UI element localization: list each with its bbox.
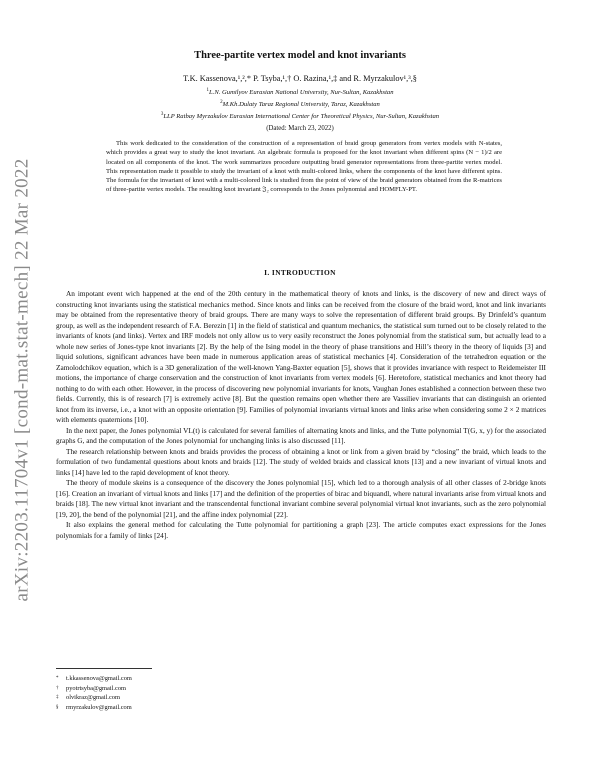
date-line: (Dated: March 23, 2022) — [266, 125, 334, 132]
footnote — [56, 703, 356, 713]
paper-title: Three-partite vertex model and knot invariants — [194, 50, 406, 61]
footnote-divider — [56, 668, 152, 669]
affiliation-mark: 1 — [206, 88, 209, 93]
introduction-body — [56, 289, 546, 541]
footnote-email[interactable]: pyotrtsyba@gmail.com — [66, 684, 127, 692]
footnote — [56, 684, 356, 694]
affiliation-text: LLP Ratbay Myrzakulov Eurasian International Center for Theoretical Physics, Nur-Sultan, Kazakhstan — [163, 113, 440, 121]
arxiv-sidebar-stamp — [8, 30, 38, 730]
arxiv-identifier[interactable]: arXiv:2203.11704v1 [cond-mat.stat-mech] 22 Mar 2022 — [12, 158, 33, 602]
abstract-text: This work dedicated to the consideration of the construction of a representation of braid group generators from vertex models with N-states, which provides a great way to study the knot invariant. An algebraic formula is proposed for the knot invariant when different spins (N − 1)/2 are located on all components of the knot. The work summarizes procedure outputting braid generator representations from three-partite vertex model. This representation made it possible to study the invariant of a knot with multi-colored links, where the components of the knot have different spins. The formula for the invariant of knot with a multi-colored link is studied from the point of view of the braid generators obtained from the R-matrices of three-partite vertex models. The resulting knot invariant 𝔍₂ corresponds to the Jones polynomial and HOMFLY-PT. — [106, 140, 502, 194]
section-heading-introduction: I. INTRODUCTION — [264, 268, 336, 277]
abstract — [106, 139, 502, 195]
paragraph-5: It also explains the general method for calculating the Tutte polynomial for partitioning a graph [23]. The article computes exact expressions for the Jones polynomials for a family of links [24]. — [56, 520, 546, 540]
footnote-mark: † — [56, 685, 59, 691]
affiliation-text: L.N. Gumilyov Eurasian National University, Nur-Sultan, Kazakhstan — [209, 89, 394, 97]
paragraph-3: The research relationship between knots and braids provides the process of obtaining a knot or link from a given braid by “closing” the braid, which leads to the formulation of two fundamental questions about knots and braids [12]. The study of welded braids and classical knots [13] and a new invariant of virtual knots and links [14] have led to the rapid development of knot theory. — [56, 446, 546, 477]
paragraph-1: An impotant event wich happened at the end of the 20th century in the mathematical theory of knots and links, is the discovery of new and direct ways of constructing knot invariants using the statistical mechanics method. Since knots and links can be received from the closure of the braid word, knot and link invariants may be obtained from the representative theory of braid groups. There are many ways to solve the representation of different braid groups. By Drinfeld’s quantum group, as well as the independent research of F.A. Berezin [1] in the field of statistical and quantum mechanics, the statistical sum turned out to be closely related to the invariants of knots (and links). Vertex and IRF models not only allow us to very easily reconstruct the Jones polynomial from the statistical sum, but actually lead to a whole new series of Jones-type knot invariants [2]. By the help of the Ising model in the theory of phase transitions and Hill’s theory in the theory of liquids [3] and liquid solutions, significant advances have been made in numerous application areas of statistical mechanics [4]. Consideration of the tetrahedron equation or the Zamolodchikov equation, which is a 3D generalization of the well-known Yang-Baxter equation [5], shows that it provides invariance with respect to Reidemeister III motions, the importance of charge conservation and the construction of knot invariants from vertex models [6]. Heretofore, statistical mechanics and knot theory had nothing to do with each other. However, in the process of discovering new polynomial invariants for knots, Vaughan Jones established a connection between these two fields. Currently, this is of research [7] is extremely active [8]. But the question remains open whether there are Vassiliev invariants that can distinguish an oriented knot from its inverse, i.e., a knot with an opposite orientation [9]. Families of polynomial invariants virtual knots and links arise when considering some 2 × 2 matrices with elements quaternions [10]. — [56, 289, 546, 424]
paragraph-2: In the next paper, the Jones polynomial VL(t) is calculated for several families of alternating knots and links, and the Tutte polynomial T(G, x, y) for the associated graphs G, and the computation of the Jones polynomial for unchanging links is also discussed [11]. — [56, 425, 546, 445]
author-list: T.K. Kassenova,¹,²,* P. Tsyba,¹,† O. Razina,¹,‡ and R. Myrzakulov¹,³,§ — [183, 74, 417, 83]
footnote-email[interactable]: olvikraz@gmail.com — [66, 694, 120, 702]
footnote-mark: § — [56, 704, 59, 710]
affiliation-3 — [60, 112, 540, 120]
footnote-mark: * — [56, 676, 59, 681]
affiliation-2 — [60, 100, 540, 108]
affiliation-text: M.Kh.Dulaty Taraz Regional University, Taraz, Kazakhstan — [222, 101, 380, 109]
footnote-mark: ‡ — [56, 695, 59, 701]
footnote-email[interactable]: t.kkassenova@gmail.com — [66, 675, 132, 682]
footnote — [56, 674, 356, 684]
footnotes — [56, 674, 356, 712]
footnote — [56, 693, 356, 703]
affiliation-mark: 3 — [160, 112, 164, 117]
footnote-email[interactable]: rmyrzakulov@gmail.com — [66, 703, 132, 711]
affiliation-mark: 2 — [220, 100, 223, 105]
paragraph-4: The theory of module skeins is a consequence of the discovery the Jones polynomial [15], which led to a thorough analysis of all other classes of 2-bridge knots [16]. Creation an invariant of virtual knots and links [17] and the definition of the properties of birac and biquandl, where natural invariants arise from virtual knots and braids [18]. The new virtual knot invariant and the transcendental functional invariant combine several polynomial virtual knot invariants, such as the zero polynomial [19, 20], the bend of the polynomial [21], and the affine index polynomial [22]. — [56, 478, 546, 519]
affiliation-1 — [60, 88, 540, 96]
